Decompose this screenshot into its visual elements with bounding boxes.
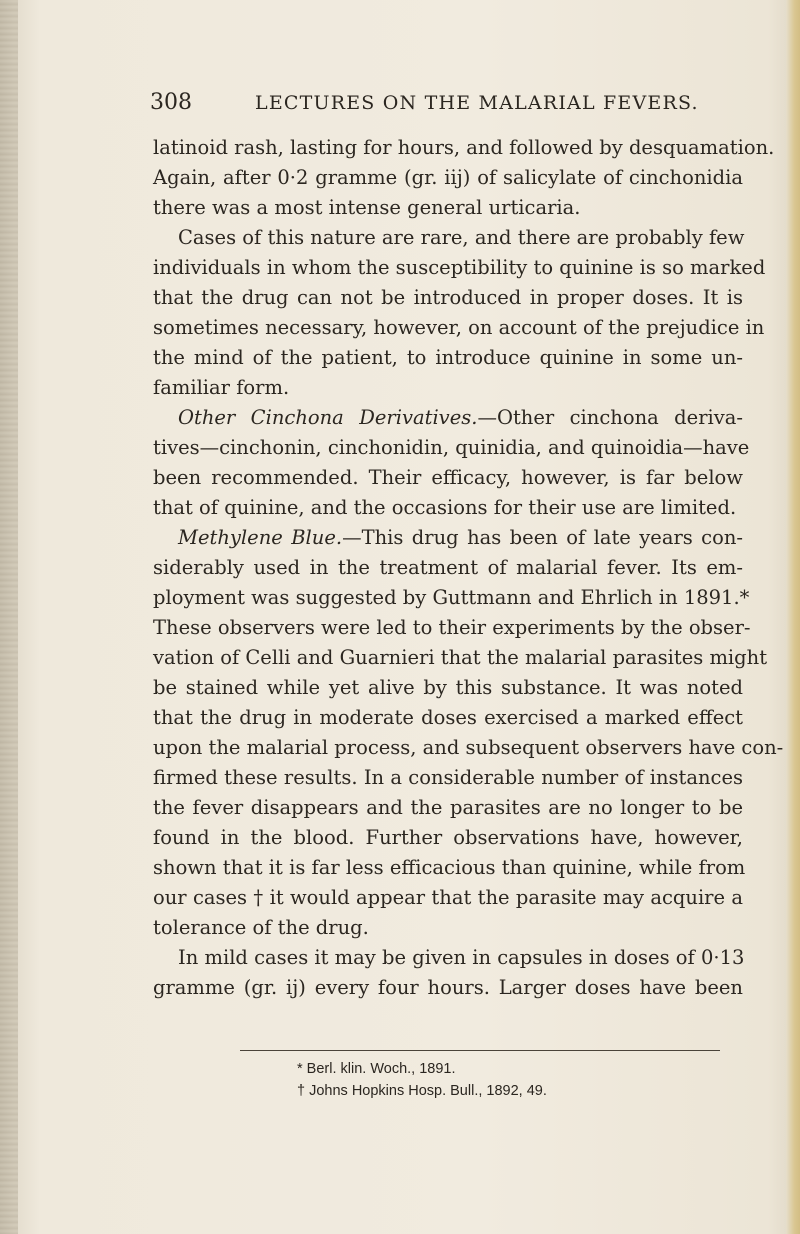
text-line: These observers were led to their experiments by the obser-: [153, 616, 751, 639]
text-line: be stained while yet alive by this substance. It was noted: [153, 676, 743, 699]
text-line: that the drug can not be introduced in proper doses. It is: [153, 286, 743, 309]
text-line: there was a most intense general urticaria.: [153, 196, 581, 219]
text-line: our cases † it would appear that the parasite may acquire a: [153, 886, 743, 909]
footnote: * Berl. klin. Woch., 1891.: [297, 1061, 456, 1077]
text-line: found in the blood. Further observations have, however,: [153, 826, 743, 849]
text-line: familiar form.: [153, 376, 290, 399]
text-line: the mind of the patient, to introduce quinine in some un-: [153, 346, 743, 369]
section-heading: Methylene Blue.: [178, 526, 343, 549]
footnotes: [297, 1058, 717, 1102]
text-line: tives—cinchonin, cinchonidin, quinidia, and quinoidia—have: [153, 436, 750, 459]
text-line: ployment was suggested by Guttmann and Ehrlich in 1891.*: [153, 586, 750, 609]
text-line: firmed these results. In a considerable number of instances: [153, 766, 743, 789]
running-head: LECTURES ON THE MALARIAL FEVERS.: [255, 92, 699, 114]
page-binding-shadow: [0, 0, 18, 1234]
text-line: sometimes necessary, however, on account of the prejudice in: [153, 316, 765, 339]
body-text: [153, 133, 784, 1003]
page-header: [150, 90, 740, 120]
text-line: shown that it is far less efficacious than quinine, while from: [153, 856, 746, 879]
page-edge: [786, 0, 800, 1234]
text-line: Methylene Blue.—This drug has been of late years con-: [178, 526, 743, 549]
text-line: Other Cinchona Derivatives.—Other cinchona deriva-: [178, 406, 743, 429]
text-line: vation of Celli and Guarnieri that the malarial parasites might: [153, 646, 768, 669]
text-line: upon the malarial process, and subsequent observers have con-: [153, 736, 784, 759]
text-line: individuals in whom the susceptibility to quinine is so marked: [153, 256, 766, 279]
text-line: been recommended. Their efficacy, however, is far below: [153, 466, 743, 489]
text-line: Cases of this nature are rare, and there are probably few: [178, 226, 745, 249]
text-line: latinoid rash, lasting for hours, and followed by desquamation.: [153, 136, 775, 159]
footnote-rule: [240, 1050, 720, 1051]
text-line: siderably used in the treatment of malarial fever. Its em-: [153, 556, 743, 579]
text-line: Again, after 0·2 gramme (gr. iij) of salicylate of cinchonidia: [153, 166, 743, 189]
text-line: gramme (gr. ij) every four hours. Larger doses have been: [153, 976, 743, 999]
page-number: 308: [150, 90, 192, 115]
text-line: In mild cases it may be given in capsules in doses of 0·13: [178, 946, 745, 969]
text-line: the fever disappears and the parasites are no longer to be: [153, 796, 743, 819]
text-line: that of quinine, and the occasions for their use are limited.: [153, 496, 737, 519]
text-line: tolerance of the drug.: [153, 916, 369, 939]
footnote: † Johns Hopkins Hosp. Bull., 1892, 49.: [297, 1083, 547, 1099]
text-line: that the drug in moderate doses exercised a marked effect: [153, 706, 743, 729]
section-heading: Other Cinchona Derivatives.: [178, 406, 478, 429]
